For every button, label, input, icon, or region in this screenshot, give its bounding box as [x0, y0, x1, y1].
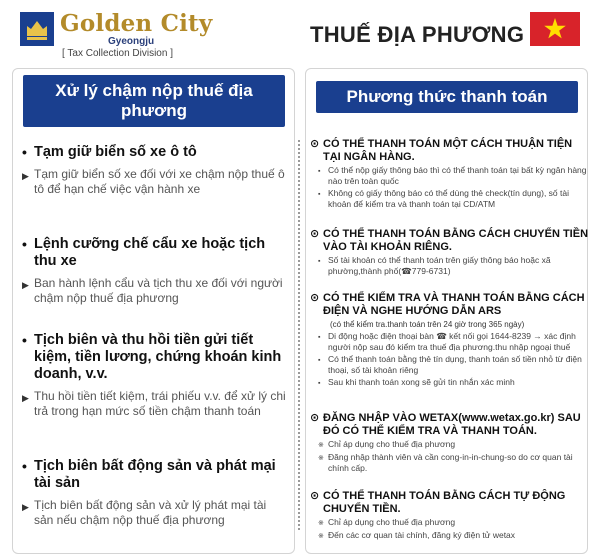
target-bullet-icon: ⊙ — [310, 138, 320, 150]
target-bullet-icon: ⊙ — [310, 490, 320, 502]
right-item — [310, 228, 590, 277]
left-item-desc: Tạm giữ biển số xe đối với xe chậm nộp thuế ô tô để hạn chế việc vận hành xe — [34, 167, 285, 196]
note-mark-icon: ※ — [318, 520, 324, 527]
left-item — [22, 332, 287, 419]
right-item-bullet: Có thể thanh toán bằng thẻ tín dụng, thanh toán số tiền nhỏ từ điện thoại, số tài khoản riêng — [328, 354, 582, 375]
right-item-title: CÓ THỂ THANH TOÁN BẰNG CÁCH TỰ ĐỘNG CHUYỂN TIỀN. — [323, 490, 566, 515]
column-divider — [298, 140, 300, 530]
logo-subtitle: Gyeongju — [108, 36, 155, 47]
right-item — [310, 412, 590, 474]
left-item-desc: Ban hành lệnh cẩu và tịch thu xe đối với người chậm nộp thuế địa phương — [34, 276, 283, 305]
bullet-icon: ▪ — [318, 168, 321, 175]
left-item-title: Tịch biên và thu hồi tiền gửi tiết kiệm, tiền lương, chứng khoán kinh doanh, v.v. — [34, 332, 282, 382]
target-bullet-icon: ⊙ — [310, 292, 320, 304]
bullet-icon: ▪ — [318, 357, 321, 364]
right-item — [310, 138, 590, 210]
right-item-bullet: Số tài khoản có thể thanh toán trên giấy thông báo hoặc xã phường,thành phố(☎779-6731) — [328, 255, 551, 276]
logo-division: [ Tax Collection Division ] — [62, 48, 173, 59]
right-item-bullet: Có thể nộp giấy thông báo thì có thể thanh toán tại bất kỳ ngân hàng nào trên toàn quốc — [328, 165, 587, 186]
bullet-dot-icon: • — [22, 458, 27, 474]
bullet-icon: ▪ — [318, 258, 321, 265]
left-item-desc: Tịch biên bất động sản và xử lý phát mại tài sản nếu chậm nộp thuế địa phương — [34, 498, 267, 527]
vietnam-flag-icon — [530, 12, 580, 46]
page-title: THUẾ ĐỊA PHƯƠNG — [310, 22, 525, 47]
city-logo-icon — [20, 12, 54, 46]
right-item-title: CÓ THỂ THANH TOÁN MỘT CÁCH THUẬN TIỆN TẠI NGÂN HÀNG. — [323, 138, 573, 163]
arrow-right-icon: ▶ — [22, 393, 29, 403]
right-section-heading: Phương thức thanh toán — [316, 81, 578, 113]
bullet-dot-icon: • — [22, 236, 27, 252]
right-item-subtitle: (có thể kiểm tra.thanh toán trên 24 giờ trong 365 ngày) — [330, 320, 525, 329]
left-item-title: Tịch biên bất động sản và phát mại tài sản — [34, 458, 276, 491]
bullet-dot-icon: • — [22, 332, 27, 348]
right-item-bullet: Chỉ áp dụng cho thuế địa phương — [328, 439, 456, 449]
bullet-icon: ▪ — [318, 191, 321, 198]
bullet-dot-icon: • — [22, 144, 27, 160]
right-item-title: ĐĂNG NHẬP VÀO WETAX(www.wetax.go.kr) SAU ĐÓ CÓ THỂ KIỂM TRA VÀ THANH TOÁN. — [323, 412, 581, 437]
note-mark-icon: ※ — [318, 442, 324, 449]
bullet-icon: ▪ — [318, 334, 321, 341]
bullet-icon: ▪ — [318, 380, 321, 387]
left-item-title: Tạm giữ biển số xe ô tô — [34, 144, 197, 160]
arrow-right-icon: ▶ — [22, 502, 29, 512]
left-item — [22, 144, 287, 197]
target-bullet-icon: ⊙ — [310, 228, 320, 240]
left-item — [22, 458, 287, 528]
right-item-bullet: Di động hoặc điện thoại bàn ☎ kết nối gọi 1644-8239 → xác định người nộp sau đó kiểm tra thuế địa phương.thu nhập ngoại thuế — [328, 331, 576, 352]
right-item-bullet: Đăng nhập thành viên và cần cong-in-in-chung-so do cơ quan tài chính cấp. — [328, 452, 573, 473]
right-item — [310, 490, 590, 542]
left-section-heading: Xử lý chậm nộp thuế địa phương — [23, 75, 285, 127]
arrow-right-icon: ▶ — [22, 171, 29, 181]
right-item-bullet: Sau khi thanh toán xong sẽ gửi tin nhắn xác minh — [328, 377, 515, 387]
right-item-bullet: Chỉ áp dụng cho thuế địa phương — [328, 517, 456, 527]
right-item-bullet: Đến các cơ quan tài chính, đăng ký điện tử wetax — [328, 530, 516, 540]
left-item-desc: Thu hồi tiền tiết kiệm, trái phiếu v.v. để xử lý chi trả trong hạn mức số tiền chậm thanh toán — [34, 389, 286, 418]
arrow-right-icon: ▶ — [22, 280, 29, 290]
right-item — [310, 292, 590, 389]
right-item-bullet: Không có giấy thông báo có thể dùng thẻ check(tín dụng), số tài khoản để kiểm tra và thanh toán tại CD/ATM — [328, 188, 570, 209]
target-bullet-icon: ⊙ — [310, 412, 320, 424]
header — [0, 0, 600, 66]
note-mark-icon: ※ — [318, 533, 324, 540]
left-item-title: Lệnh cưỡng chế cẩu xe hoặc tịch thu xe — [34, 236, 266, 269]
logo-name: Golden City — [60, 10, 213, 37]
left-item — [22, 236, 287, 306]
note-mark-icon: ※ — [318, 455, 324, 462]
right-item-title: CÓ THỂ KIỂM TRA VÀ THANH TOÁN BẰNG CÁCH ĐIỆN VÀ NGHE HƯỚNG DẪN ARS — [323, 292, 585, 317]
right-item-title: CÓ THỂ THANH TOÁN BẰNG CÁCH CHUYỂN TIỀN VÀO TÀI KHOẢN RIÊNG. — [323, 228, 589, 253]
